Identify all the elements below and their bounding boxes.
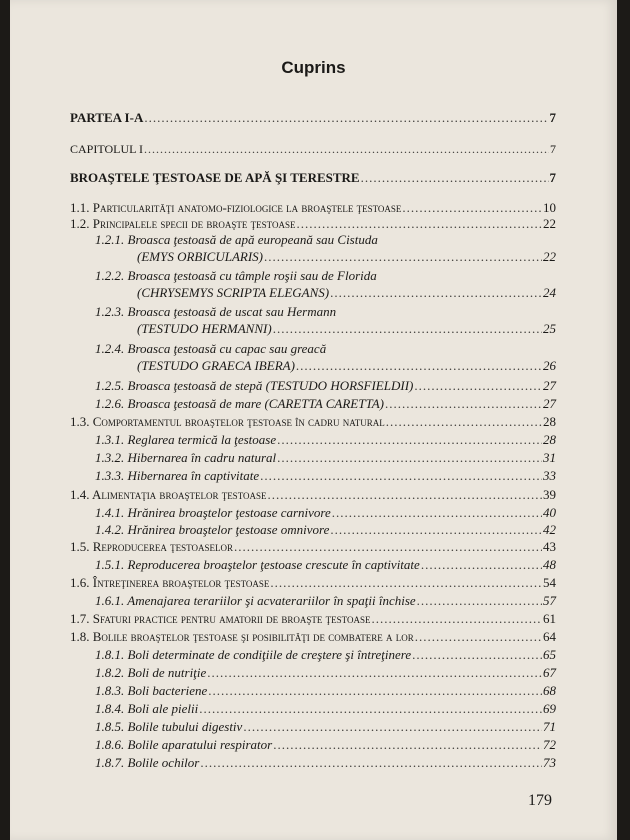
- toc-subentry: [95, 665, 556, 681]
- leader-dots: [199, 701, 542, 717]
- toc-entry-text: 1.1. Particularităţi anatomo-fiziologice la broaştele ţestoase: [70, 200, 402, 215]
- toc-entry-page: 72: [543, 737, 556, 752]
- toc-entry-page: 7: [549, 110, 556, 125]
- toc-entry-page: 73: [543, 755, 556, 770]
- toc-entry-page: 24: [543, 285, 556, 300]
- toc-entry-page: 48: [543, 557, 556, 572]
- leader-dots: [417, 593, 542, 609]
- toc-entry-text: 1.8.6. Bolile aparatului respirator: [95, 737, 273, 752]
- toc-subentry: [95, 755, 556, 771]
- toc-entry: [70, 611, 556, 627]
- leader-dots: [243, 719, 542, 735]
- leader-dots: [264, 249, 542, 265]
- toc-entry-text: 1.6.1. Amenajarea terariilor şi acvaterariilor în spaţii închise: [95, 593, 416, 608]
- toc-subentry: [95, 468, 556, 484]
- toc-entry-section: [70, 170, 556, 186]
- toc-entry-page: 7: [550, 142, 556, 156]
- toc-entry: [70, 539, 556, 555]
- toc-entry-text: 1.5. Reproducerea ţestoaselor: [70, 539, 234, 554]
- toc-entry-page: 22: [543, 249, 556, 264]
- toc-subentry: [95, 450, 556, 466]
- leader-dots: [270, 575, 542, 591]
- toc-entry-page: 39: [543, 487, 556, 502]
- toc-subentry-first-line: [95, 232, 556, 248]
- toc-entry: [70, 487, 556, 503]
- toc-entry: [70, 216, 556, 232]
- toc-entry-page: 71: [543, 719, 556, 734]
- toc-subentry: [137, 321, 556, 337]
- toc-entry-page: 10: [543, 200, 556, 215]
- toc-entry-text: 1.2.5. Broasca ţestoasă de stepă (TESTUDO HORSFIELDII): [95, 378, 414, 393]
- toc-entry-text: 1.8.1. Boli determinate de condiţiile de creştere şi întreţinere: [95, 647, 412, 662]
- toc-subentry: [95, 737, 556, 753]
- toc-subentry: [95, 683, 556, 699]
- toc-entry-page: 42: [543, 522, 556, 537]
- toc-entry-text: 1.8. Bolile broaştelor ţestoase şi posibilităţi de combatere a lor: [70, 629, 414, 644]
- toc-entry-page: 57: [543, 593, 556, 608]
- toc-entry-continuation: (TESTUDO GRAECA IBERA): [137, 358, 295, 373]
- leader-dots: [372, 611, 543, 627]
- toc-subentry: [95, 593, 556, 609]
- leader-dots: [414, 378, 542, 394]
- toc-entry-page: 27: [543, 378, 556, 393]
- toc-entry-continuation: (TESTUDO HERMANNI): [137, 321, 272, 336]
- leader-dots: [330, 285, 542, 301]
- leader-dots: [421, 557, 542, 573]
- page-number: 179: [528, 792, 552, 809]
- toc-subentry: [137, 358, 556, 374]
- toc-entry-part: [70, 110, 556, 126]
- toc-subentry: [95, 505, 556, 521]
- toc-entry-continuation: (EMYS ORBICULARIS): [137, 249, 264, 264]
- toc-entry-text: 1.2.6. Broasca ţestoasă de mare (CARETTA CARETTA): [95, 396, 384, 411]
- leader-dots: [234, 539, 542, 555]
- toc-entry-text: 1.8.2. Boli de nutriţie: [95, 665, 207, 680]
- toc-entry-text: 1.6. Întreţinerea broaştelor ţestoase: [70, 575, 270, 590]
- leader-dots: [260, 468, 542, 484]
- toc-entry: [70, 200, 556, 216]
- toc-entry-text: 1.8.7. Bolile ochilor: [95, 755, 200, 770]
- toc-subentry: [95, 557, 556, 573]
- toc-entry-text: 1.2.1. Broasca ţestoasă de apă europeană sau Cistuda: [95, 232, 378, 247]
- toc-entry: [70, 575, 556, 591]
- toc-entry-text: 1.5.1. Reproducerea broaştelor ţestoase crescute în captivitate: [95, 557, 420, 572]
- toc-entry-text: 1.7. Sfaturi practice pentru amatorii de broaşte ţestoase: [70, 611, 371, 626]
- leader-dots: [332, 505, 542, 521]
- toc-entry-page: 65: [543, 647, 556, 662]
- toc-entry-text: BROAŞTELE ŢESTOASE DE APĂ ŞI TERESTRE: [70, 170, 360, 185]
- toc-subentry-first-line: [95, 304, 556, 320]
- toc-subentry-first-line: [95, 268, 556, 284]
- leader-dots: [277, 432, 542, 448]
- toc-entry-text: 1.4. Alimentaţia broaştelor ţestoase: [70, 487, 267, 502]
- toc-entry-page: 54: [543, 575, 556, 590]
- toc-entry-text: 1.2.2. Broasca ţestoasă cu tâmple roşii sau de Florida: [95, 268, 377, 283]
- toc-subentry: [137, 285, 556, 301]
- toc-entry: [70, 629, 556, 645]
- toc-entry-text: 1.2. Principalele specii de broaşte ţestoase: [70, 216, 296, 231]
- leader-dots: [297, 216, 543, 232]
- toc-entry-page: 28: [543, 432, 556, 447]
- leader-dots: [273, 737, 542, 753]
- toc-subentry: [137, 249, 556, 265]
- toc-subentry: [95, 701, 556, 717]
- toc-entry-page: 25: [543, 321, 556, 336]
- toc-subentry: [95, 719, 556, 735]
- leader-dots: [386, 414, 542, 430]
- toc-subentry-first-line: [95, 341, 556, 357]
- toc-subentry: [95, 522, 556, 538]
- leader-dots: [330, 522, 542, 538]
- toc-entry-page: 43: [543, 539, 556, 554]
- toc-entry-page: 7: [549, 170, 556, 185]
- toc-entry-page: 64: [543, 629, 556, 644]
- toc-entry-text: 1.3.1. Reglarea termică la ţestoase: [95, 432, 277, 447]
- leader-dots: [361, 170, 549, 186]
- toc-entry-page: 67: [543, 665, 556, 680]
- leader-dots: [412, 647, 542, 663]
- toc-subentry: [95, 647, 556, 663]
- toc-entry-page: 68: [543, 683, 556, 698]
- toc-entry: [70, 414, 556, 430]
- toc-entry-text: 1.3. Comportamentul broaştelor ţestoase în cadru natural: [70, 414, 385, 429]
- leader-dots: [415, 629, 542, 645]
- toc-entry-text: 1.3.2. Hibernarea în cadru natural: [95, 450, 277, 465]
- toc-entry-text: 1.3.3. Hibernarea în captivitate: [95, 468, 260, 483]
- leader-dots: [144, 141, 549, 157]
- leader-dots: [402, 200, 542, 216]
- toc-entry-text: 1.8.5. Bolile tubului digestiv: [95, 719, 243, 734]
- toc-entry-page: 22: [543, 216, 556, 231]
- toc-entry-text: 1.2.3. Broasca ţestoasă de uscat sau Hermann: [95, 304, 337, 319]
- toc-entry-page: 69: [543, 701, 556, 716]
- leader-dots: [144, 110, 548, 126]
- leader-dots: [277, 450, 542, 466]
- leader-dots: [296, 358, 542, 374]
- toc-entry-page: 28: [543, 414, 556, 429]
- leader-dots: [208, 683, 542, 699]
- toc-entry-page: 31: [543, 450, 556, 465]
- page-title: Cuprins: [281, 58, 346, 77]
- leader-dots: [273, 321, 542, 337]
- toc-entry-text: 1.8.3. Boli bacteriene: [95, 683, 208, 698]
- toc-entry-chapter: [70, 141, 556, 157]
- toc-entry-text: 1.2.4. Broasca ţestoasă cu capac sau greacă: [95, 341, 327, 356]
- leader-dots: [385, 396, 542, 412]
- leader-dots: [200, 755, 542, 771]
- toc-subentry: [95, 432, 556, 448]
- toc-entry-page: 33: [543, 468, 556, 483]
- toc-entry-text: PARTEA I-A: [70, 110, 144, 125]
- toc-subentry: [95, 378, 556, 394]
- leader-dots: [268, 487, 542, 503]
- leader-dots: [207, 665, 542, 681]
- toc-entry-text: 1.8.4. Boli ale pielii: [95, 701, 199, 716]
- toc-entry-page: 61: [543, 611, 556, 626]
- book-page: [10, 0, 617, 840]
- toc-entry-page: 27: [543, 396, 556, 411]
- toc-entry-text: 1.4.2. Hrănirea broaştelor ţestoase omnivore: [95, 522, 330, 537]
- toc-entry-continuation: (CHRYSEMYS SCRIPTA ELEGANS): [137, 285, 330, 300]
- toc-entry-page: 26: [543, 358, 556, 373]
- toc-entry-text: CAPITOLUL I: [70, 142, 143, 156]
- toc-entry-page: 40: [543, 505, 556, 520]
- toc-entry-text: 1.4.1. Hrănirea broaştelor ţestoase carnivore: [95, 505, 331, 520]
- toc-subentry: [95, 396, 556, 412]
